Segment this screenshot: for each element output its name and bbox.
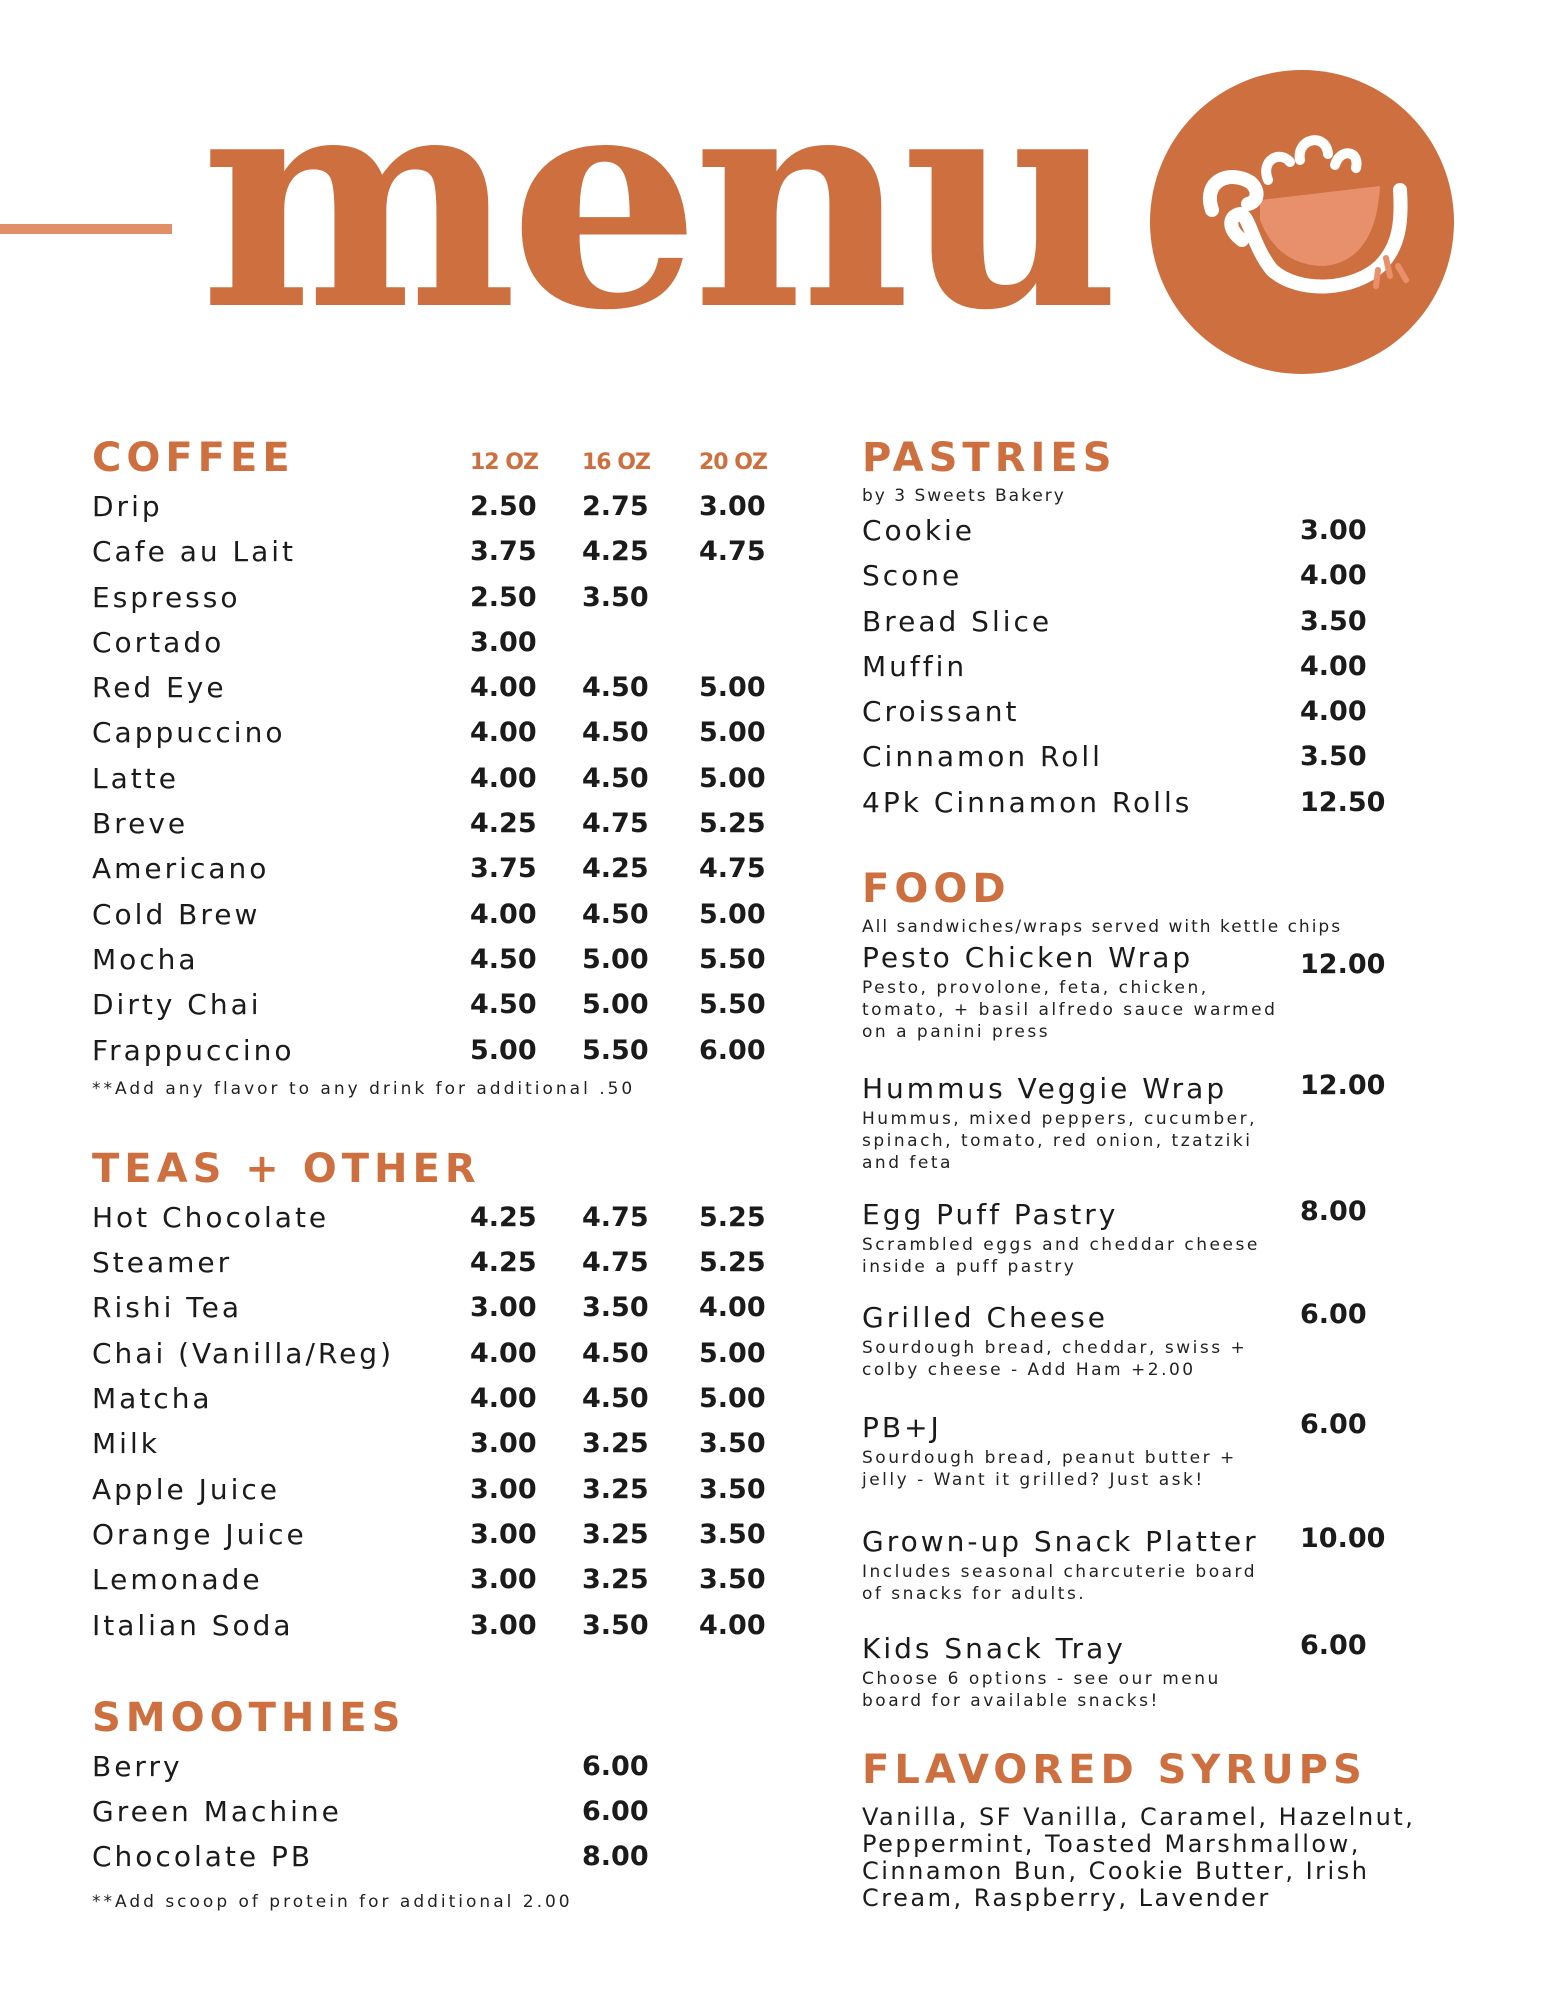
size-label-12oz: 12 OZ — [470, 450, 538, 475]
item-name: PB+J — [862, 1411, 942, 1445]
menu-row — [92, 756, 792, 801]
item-name: Frappuccino — [92, 1033, 295, 1067]
page-title: menu — [200, 23, 1113, 376]
smoothies-list — [92, 1744, 792, 1880]
menu-row — [92, 1376, 792, 1421]
item-name: Cortado — [92, 625, 225, 659]
item-price: 4.00 — [470, 762, 537, 794]
food-item — [862, 1523, 1422, 1630]
item-price: 12.00 — [1300, 949, 1386, 981]
item-name: Apple Juice — [92, 1472, 281, 1506]
item-price: 3.25 — [582, 1473, 649, 1505]
item-name: Matcha — [92, 1382, 213, 1416]
item-price: 6.00 — [699, 1034, 766, 1066]
item-name: Muffin — [862, 649, 968, 683]
item-name: Orange Juice — [92, 1517, 307, 1551]
syrups-list: Vanilla, SF Vanilla, Caramel, Hazelnut, Peppermint, Toasted Marshmallow, Cinnamon Bun, Cookie Butter, Irish Cream, Raspberry, Lavender — [862, 1803, 1416, 1913]
menu-row — [92, 1744, 792, 1789]
item-price: 4.75 — [582, 1247, 649, 1279]
item-price: 4.00 — [470, 672, 537, 704]
item-description: Scrambled eggs and cheddar cheese inside a puff pastry — [862, 1235, 1260, 1278]
menu-row — [92, 1789, 792, 1834]
item-name: Pesto Chicken Wrap — [862, 941, 1194, 975]
menu-row — [862, 553, 1422, 598]
item-price: 8.00 — [1300, 1196, 1367, 1228]
item-price: 5.50 — [699, 943, 766, 975]
item-name: Americano — [92, 852, 270, 886]
food-item — [862, 1299, 1422, 1409]
item-price: 3.00 — [470, 1518, 537, 1550]
item-name: Cookie — [862, 514, 976, 547]
item-price: 3.50 — [582, 1292, 649, 1324]
item-price: 10.00 — [1300, 1523, 1386, 1555]
item-name: Croissant — [862, 695, 1020, 729]
item-price: 4.50 — [582, 672, 649, 704]
item-price: 4.00 — [470, 1337, 537, 1369]
item-name: Rishi Tea — [92, 1291, 242, 1325]
item-price: 3.00 — [470, 1428, 537, 1460]
size-label-16oz: 16 OZ — [582, 450, 650, 475]
item-description: Pesto, provolone, feta, chicken, tomato, + basil alfredo sauce warmed on a panini press — [862, 978, 1278, 1043]
item-price: 2.50 — [470, 581, 537, 613]
item-price: 4.50 — [582, 1337, 649, 1369]
item-price: 4.25 — [582, 536, 649, 568]
item-name: Latte — [92, 761, 179, 795]
item-price: 5.50 — [582, 1034, 649, 1066]
item-description: Sourdough bread, cheddar, swiss + colby cheese - Add Ham +2.00 — [862, 1338, 1248, 1381]
item-price: 5.00 — [699, 717, 766, 749]
food-item — [862, 1630, 1422, 1734]
menu-row — [92, 1240, 792, 1285]
item-price: 5.00 — [699, 762, 766, 794]
menu-row — [92, 1512, 792, 1557]
item-price: 3.00 — [699, 491, 766, 522]
item-name: Chai (Vanilla/Reg) — [92, 1336, 394, 1370]
item-name: Mocha — [92, 942, 199, 976]
left-column — [92, 432, 792, 1914]
item-price: 4.50 — [470, 989, 537, 1021]
item-price: 6.00 — [1300, 1409, 1367, 1441]
item-name: Breve — [92, 807, 189, 841]
item-price: 4.50 — [582, 1383, 649, 1415]
menu-row — [92, 1421, 792, 1466]
item-name: Hummus Veggie Wrap — [862, 1072, 1228, 1106]
item-name: Berry — [92, 1749, 183, 1783]
menu-row — [862, 508, 1422, 553]
item-price: 4.00 — [470, 1383, 537, 1415]
item-price: 6.00 — [582, 1796, 649, 1828]
item-name: Grown-up Snack Platter — [862, 1525, 1259, 1559]
item-price: 5.25 — [699, 1247, 766, 1279]
menu-row — [862, 689, 1422, 734]
menu-row — [92, 1834, 792, 1879]
item-price: 4.50 — [582, 717, 649, 749]
item-price: 3.25 — [582, 1564, 649, 1596]
menu-row — [862, 599, 1422, 644]
section-title-smoothies: SMOOTHIES — [92, 1694, 406, 1741]
menu-row — [92, 710, 792, 755]
item-name: Bread Slice — [862, 604, 1053, 638]
menu-row — [92, 620, 792, 665]
item-price: 5.00 — [582, 943, 649, 975]
menu-row — [92, 1285, 792, 1330]
item-name: Milk — [92, 1427, 160, 1461]
item-price: 4.75 — [699, 853, 766, 885]
menu-row — [92, 892, 792, 937]
item-price: 3.00 — [470, 1473, 537, 1505]
item-price: 3.50 — [1300, 605, 1367, 637]
item-name: Green Machine — [92, 1795, 342, 1829]
item-description: Hummus, mixed peppers, cucumber, spinach, tomato, red onion, tzatziki and feta — [862, 1109, 1257, 1174]
item-name: Drip — [92, 490, 163, 523]
section-title-teas: TEAS + OTHER — [92, 1145, 481, 1192]
item-price: 4.00 — [1300, 650, 1367, 682]
menu-row — [92, 982, 792, 1027]
item-price: 3.50 — [699, 1473, 766, 1505]
item-name: Chocolate PB — [92, 1840, 314, 1874]
decorative-line — [0, 224, 172, 234]
item-name: Steamer — [92, 1246, 233, 1280]
item-name: Cold Brew — [92, 897, 261, 931]
item-name: Egg Puff Pastry — [862, 1198, 1119, 1232]
item-price: 4.50 — [470, 943, 537, 975]
item-price: 4.00 — [699, 1292, 766, 1324]
food-item — [862, 1409, 1422, 1523]
item-price: 4.25 — [470, 1201, 537, 1233]
menu-row — [92, 1603, 792, 1648]
item-price: 3.25 — [582, 1428, 649, 1460]
right-column — [862, 432, 1422, 1912]
menu-row — [92, 529, 792, 574]
item-name: Kids Snack Tray — [862, 1632, 1126, 1666]
item-price: 3.25 — [582, 1518, 649, 1550]
item-price: 3.50 — [582, 1609, 649, 1641]
item-price: 3.50 — [699, 1428, 766, 1460]
food-item — [862, 1070, 1422, 1196]
menu-row — [92, 665, 792, 710]
menu-row — [92, 801, 792, 846]
item-price: 5.25 — [699, 1201, 766, 1233]
item-name: Espresso — [92, 580, 241, 614]
menu-row — [862, 734, 1422, 779]
coffee-list — [92, 484, 792, 1073]
menu-row — [92, 484, 792, 529]
item-price: 3.00 — [470, 1609, 537, 1641]
item-price: 3.00 — [470, 626, 537, 658]
teas-list — [92, 1195, 792, 1648]
item-price: 4.50 — [582, 898, 649, 930]
item-price: 4.75 — [582, 1201, 649, 1233]
item-price: 5.00 — [699, 672, 766, 704]
item-price: 6.00 — [582, 1750, 649, 1782]
item-price: 3.75 — [470, 853, 537, 885]
item-price: 5.00 — [699, 1337, 766, 1369]
menu-row — [92, 1195, 792, 1240]
menu-row — [92, 1467, 792, 1512]
item-description: Choose 6 options - see our menu board for available snacks! — [862, 1669, 1221, 1712]
item-name: Grilled Cheese — [862, 1301, 1109, 1335]
section-title-food: FOOD — [862, 866, 1011, 913]
item-name: Lemonade — [92, 1563, 263, 1597]
item-price: 5.00 — [582, 989, 649, 1021]
menu-row — [92, 846, 792, 891]
food-list — [862, 939, 1422, 1734]
item-price: 5.00 — [470, 1034, 537, 1066]
item-price: 3.00 — [1300, 515, 1367, 546]
pastries-list — [862, 508, 1422, 825]
item-price: 4.25 — [582, 853, 649, 885]
item-name: Italian Soda — [92, 1608, 294, 1642]
menu-row — [862, 644, 1422, 689]
item-price: 2.75 — [582, 491, 649, 522]
food-item — [862, 939, 1422, 1070]
item-price: 4.50 — [582, 762, 649, 794]
section-title-coffee: COFFEE — [92, 435, 295, 481]
item-name: Cinnamon Roll — [862, 740, 1103, 774]
menu-row — [862, 780, 1422, 825]
item-description: Sourdough bread, peanut butter + jelly - Want it grilled? Just ask! — [862, 1448, 1237, 1491]
item-description: Includes seasonal charcuterie board of snacks for adults. — [862, 1562, 1258, 1605]
item-price: 3.00 — [470, 1564, 537, 1596]
item-name: Scone — [862, 559, 963, 593]
menu-row — [92, 1028, 792, 1073]
item-name: Cappuccino — [92, 716, 286, 750]
item-price: 6.00 — [1300, 1630, 1367, 1662]
item-price: 2.50 — [470, 491, 537, 522]
item-price: 4.25 — [470, 808, 537, 840]
menu-row — [92, 1557, 792, 1602]
menu-row — [92, 1331, 792, 1376]
item-price: 4.00 — [699, 1609, 766, 1641]
coffee-header — [92, 432, 792, 484]
item-price: 6.00 — [1300, 1299, 1367, 1331]
item-price: 5.25 — [699, 808, 766, 840]
item-price: 8.00 — [582, 1841, 649, 1873]
item-price: 4.00 — [1300, 560, 1367, 592]
item-name: 4Pk Cinnamon Rolls — [862, 785, 1193, 819]
item-price: 5.00 — [699, 1383, 766, 1415]
item-name: Cafe au Lait — [92, 535, 297, 569]
item-price: 3.50 — [699, 1518, 766, 1550]
section-title-syrups: FLAVORED SYRUPS — [862, 1747, 1367, 1794]
food-subtitle: All sandwiches/wraps served with kettle chips — [862, 917, 1343, 938]
item-price: 4.00 — [470, 717, 537, 749]
item-price: 3.50 — [1300, 741, 1367, 773]
item-name: Hot Chocolate — [92, 1200, 330, 1234]
smoothies-note: **Add scoop of protein for additional 2.00 — [92, 1891, 573, 1912]
item-price: 5.50 — [699, 989, 766, 1021]
size-label-20oz: 20 OZ — [699, 450, 767, 475]
item-price: 3.50 — [582, 581, 649, 613]
item-price: 3.50 — [699, 1564, 766, 1596]
item-price: 4.25 — [470, 1247, 537, 1279]
item-name: Red Eye — [92, 671, 227, 705]
item-price: 12.00 — [1300, 1070, 1386, 1102]
item-price: 4.00 — [470, 898, 537, 930]
item-price: 3.75 — [470, 536, 537, 568]
coffee-note: **Add any flavor to any drink for additional .50 — [92, 1078, 636, 1099]
pastries-subtitle: by 3 Sweets Bakery — [862, 486, 1066, 506]
item-price: 4.75 — [699, 536, 766, 568]
item-price: 5.00 — [699, 898, 766, 930]
section-title-pastries: PASTRIES — [862, 435, 1117, 481]
menu-row — [92, 937, 792, 982]
menu-row — [92, 575, 792, 620]
food-item — [862, 1196, 1422, 1299]
cup-logo-icon — [1150, 70, 1454, 374]
item-price: 4.00 — [1300, 696, 1367, 728]
item-price: 3.00 — [470, 1292, 537, 1324]
item-price: 12.50 — [1300, 786, 1386, 818]
item-price: 4.75 — [582, 808, 649, 840]
item-name: Dirty Chai — [92, 988, 262, 1022]
